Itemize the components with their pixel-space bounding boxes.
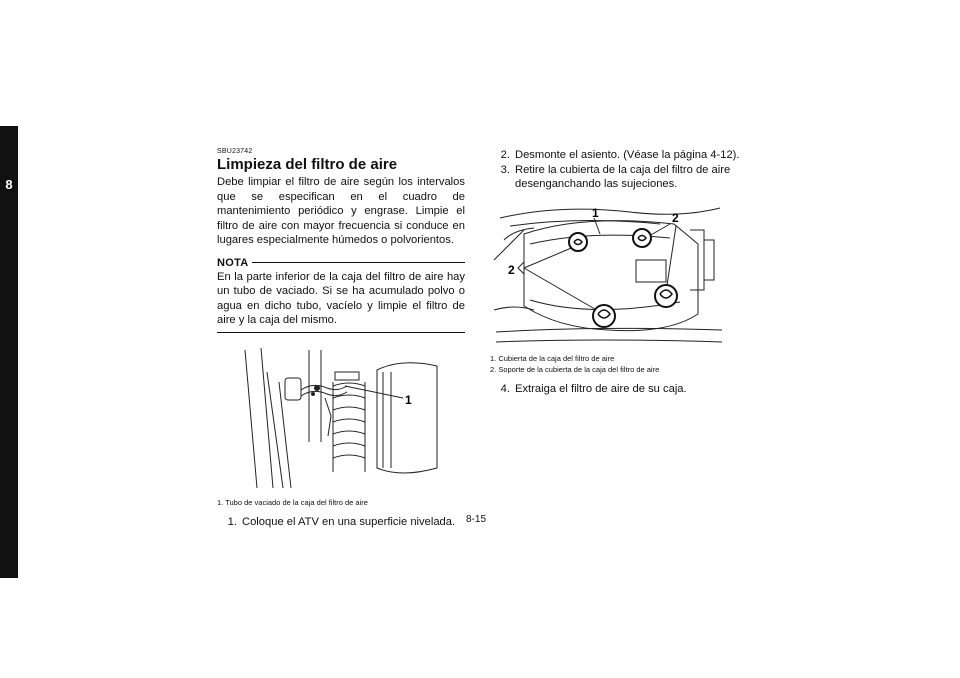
figure1-callout: 1 xyxy=(405,393,412,407)
step-text: Desmonte el asiento. (Véase la página 4-12). xyxy=(515,149,740,161)
right-column xyxy=(490,145,745,396)
figure2-callout-1: 1 xyxy=(592,205,599,220)
chapter-number: 8 xyxy=(5,177,13,192)
section-code: SBU23742 xyxy=(217,148,253,155)
note-text: En la parte inferior de la caja del filtro de aire hay un tubo de vaciado. Si se ha acumulado polvo o agua en dicho tubo, vacíelo y limpie el filtro de aire y la caja del mismo. xyxy=(217,270,465,326)
step-number: 4. xyxy=(500,382,510,395)
figure2-caption xyxy=(490,354,745,374)
left-column xyxy=(217,145,465,530)
section-title: Limpieza del filtro de aire xyxy=(217,156,398,173)
step-number: 1. xyxy=(227,516,237,528)
note-header xyxy=(217,257,465,269)
note-rule xyxy=(252,262,465,264)
step-number: 2. xyxy=(500,149,510,161)
step-item xyxy=(490,148,745,163)
figure2-callout-2b: 2 xyxy=(508,262,515,277)
note-end-rule xyxy=(217,332,465,334)
figure2-callout-2a: 2 xyxy=(672,210,679,225)
section-intro: Debe limpiar el filtro de aire según los intervalos que se especifican en el cuadro de mantenimiento periódico y engrase. Limpie el filtro de aire con mayor frecuencia si conduce en lugares especialmente húmedos o polvorientos. xyxy=(217,176,465,246)
step-text: Retire la cubierta de la caja del filtro de aire desenganchando las sujeciones. xyxy=(515,163,731,190)
step-item xyxy=(217,515,465,530)
figure2-caption-line: 1. Cubierta de la caja del filtro de aire xyxy=(490,353,615,363)
drain-tube-illustration xyxy=(217,342,465,490)
figure-airbox-cover xyxy=(490,200,745,351)
chapter-tab xyxy=(0,126,18,578)
step-text: Coloque el ATV en una superficie nivelada. xyxy=(242,516,456,528)
step-text: Extraiga el filtro de aire de su caja. xyxy=(515,382,687,395)
step-item xyxy=(490,382,745,397)
figure2-caption-line: 2. Soporte de la cubierta de la caja del filtro de aire xyxy=(490,364,660,374)
figure1-caption xyxy=(217,498,465,507)
figure-drain-tube xyxy=(217,342,465,495)
page-number: 8-15 xyxy=(466,514,487,525)
note-label: NOTA xyxy=(217,256,249,269)
airbox-cover-illustration xyxy=(490,200,730,346)
step-number: 3. xyxy=(500,163,510,176)
figure1-caption-line: 1. Tubo de vaciado de la caja del filtro de aire xyxy=(217,498,368,507)
step-item xyxy=(490,163,745,192)
